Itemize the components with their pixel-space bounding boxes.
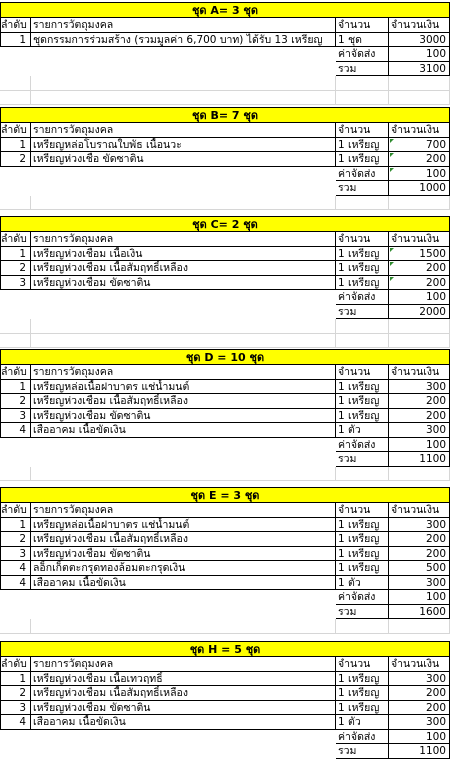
item-no-cell[interactable]: 1	[0, 672, 31, 687]
empty-row	[0, 196, 450, 211]
header-qty[interactable]: จำนวน	[336, 18, 389, 33]
shipping-amount-cell[interactable]: 100	[389, 590, 450, 605]
item-amount-cell[interactable]: 200	[389, 547, 450, 562]
table-row	[0, 518, 450, 533]
shipping-row	[0, 730, 450, 745]
table-row	[0, 547, 450, 562]
item-name-cell[interactable]: เหรียญห่วงเชื่อม เนื้อสัมฤทธิ์เหลือง	[31, 261, 336, 276]
item-amount-cell[interactable]: 300	[389, 518, 450, 533]
shipping-label-cell[interactable]: ค่าจัดส่ง	[336, 167, 389, 182]
table-row	[0, 701, 450, 716]
header-item[interactable]: รายการวัตถุมงคล	[31, 232, 336, 247]
total-row	[0, 605, 450, 620]
empty-row	[0, 319, 450, 334]
item-name-cell[interactable]: เสืออาคม เนื้อขัดเงิน	[31, 715, 336, 730]
item-qty-cell[interactable]: 1 เหรียญ	[336, 672, 389, 687]
item-amount-cell[interactable]: 200	[389, 409, 450, 424]
empty-cell[interactable]	[0, 319, 31, 334]
empty-cell[interactable]	[0, 619, 31, 634]
item-amount-cell[interactable]: 300	[389, 715, 450, 730]
item-name-cell[interactable]: เสืออาคม เนื้อขัดเงิน	[31, 576, 336, 591]
item-qty-cell[interactable]: 1 เหรียญ	[336, 380, 389, 395]
item-no-cell[interactable]: 1	[0, 518, 31, 533]
item-name-cell[interactable]: ลอ็กเก็ตตะกรุดทองล้อมตะกรุดเงิน	[31, 561, 336, 576]
table-row	[0, 138, 450, 153]
empty-cell[interactable]	[31, 619, 336, 634]
header-row	[0, 365, 450, 380]
empty-cell[interactable]	[389, 196, 450, 211]
header-item[interactable]: รายการวัตถุมงคล	[31, 123, 336, 138]
item-amount-cell[interactable]: 200	[389, 276, 450, 291]
item-no-cell[interactable]: 2	[0, 152, 31, 167]
total-amount-cell[interactable]: 1000	[389, 181, 450, 196]
item-no-cell[interactable]: 3	[0, 276, 31, 291]
empty-row	[0, 91, 450, 106]
header-item[interactable]: รายการวัตถุมงคล	[31, 657, 336, 672]
table-row	[0, 247, 450, 262]
item-amount-cell[interactable]: 300	[389, 423, 450, 438]
empty-cell[interactable]	[336, 76, 389, 91]
table-row	[0, 152, 450, 167]
header-amount[interactable]: จำนวนเงิน	[389, 365, 450, 380]
header-amount[interactable]: จำนวนเงิน	[389, 18, 450, 33]
total-label-cell[interactable]: รวม	[336, 605, 389, 620]
empty-row	[0, 619, 450, 634]
header-no[interactable]: ลำดับ	[0, 365, 31, 380]
item-no-cell[interactable]: 3	[0, 547, 31, 562]
total-row	[0, 452, 450, 467]
item-name-cell[interactable]: เสืออาคม เนื้อขัดเงิน	[31, 423, 336, 438]
empty-cell[interactable]	[389, 334, 450, 349]
item-amount-cell[interactable]: 300	[389, 672, 450, 687]
shipping-amount-cell[interactable]: 100	[389, 167, 450, 182]
shipping-amount-cell[interactable]: 100	[389, 290, 450, 305]
item-name-cell[interactable]: เหรียญห่วงเชื่อม ขัดซาติน	[31, 547, 336, 562]
empty-cell[interactable]	[31, 467, 336, 482]
section-title[interactable]: ชุด D = 10 ชุด	[0, 349, 450, 365]
section-title[interactable]: ชุด H = 5 ชุด	[0, 641, 450, 657]
total-label-cell[interactable]: รวม	[336, 62, 389, 77]
empty-cell[interactable]	[389, 76, 450, 91]
header-qty[interactable]: จำนวน	[336, 123, 389, 138]
item-qty-cell[interactable]: 1 ตัว	[336, 715, 389, 730]
empty-cell[interactable]	[31, 196, 336, 211]
section-title[interactable]: ชุด B= 7 ชุด	[0, 107, 450, 123]
item-amount-cell[interactable]: 200	[389, 532, 450, 547]
item-no-cell[interactable]: 2	[0, 532, 31, 547]
total-amount-cell[interactable]: 1100	[389, 744, 450, 759]
empty-cell[interactable]	[0, 196, 31, 211]
total-amount-cell[interactable]: 1600	[389, 605, 450, 620]
item-name-cell[interactable]: เหรียญห่วงเชื่อม เนื้อเงิน	[31, 247, 336, 262]
item-amount-cell[interactable]: 300	[389, 576, 450, 591]
item-no-cell[interactable]: 2	[0, 394, 31, 409]
item-amount-cell[interactable]: 200	[389, 152, 450, 167]
empty-row	[0, 334, 450, 349]
item-name-cell[interactable]: เหรียญห่วงเชื่อม เนื้อเทวฤทธิ์	[31, 672, 336, 687]
item-qty-cell[interactable]: 1 ตัว	[336, 423, 389, 438]
total-label-cell[interactable]: รวม	[336, 305, 389, 320]
total-label-cell[interactable]: รวม	[336, 744, 389, 759]
empty-cell[interactable]	[336, 467, 389, 482]
shipping-row	[0, 47, 450, 62]
header-item[interactable]: รายการวัตถุมงคล	[31, 18, 336, 33]
item-name-cell[interactable]: เหรียญห่วงเชื่อม เนื้อสัมฤทธิ์เหลือง	[31, 394, 336, 409]
item-qty-cell[interactable]: 1 ตัว	[336, 576, 389, 591]
header-row	[0, 18, 450, 33]
item-qty-cell[interactable]: 1 เหรียญ	[336, 276, 389, 291]
item-amount-cell[interactable]: 200	[389, 261, 450, 276]
item-qty-cell[interactable]: 1 เหรียญ	[336, 394, 389, 409]
empty-cell[interactable]	[31, 319, 336, 334]
table-row	[0, 409, 450, 424]
total-row	[0, 62, 450, 77]
empty-cell[interactable]	[0, 76, 31, 91]
header-row	[0, 657, 450, 672]
total-label-cell[interactable]: รวม	[336, 181, 389, 196]
item-qty-cell[interactable]: 1 เหรียญ	[336, 152, 389, 167]
item-amount-cell[interactable]: 500	[389, 561, 450, 576]
item-name-cell[interactable]: เหรียญห่วงเชื่อม เนื้อสัมฤทธิ์เหลือง	[31, 532, 336, 547]
item-amount-cell[interactable]: 700	[389, 138, 450, 153]
table-row	[0, 261, 450, 276]
header-item[interactable]: รายการวัตถุมงคล	[31, 365, 336, 380]
item-qty-cell[interactable]: 1 เหรียญ	[336, 261, 389, 276]
item-no-cell[interactable]: 2	[0, 686, 31, 701]
item-no-cell[interactable]: 4	[0, 715, 31, 730]
total-row	[0, 744, 450, 759]
empty-cell[interactable]	[389, 619, 450, 634]
header-item[interactable]: รายการวัตถุมงคล	[31, 503, 336, 518]
item-name-cell[interactable]: เหรียญห่วงเชื่อ ขัดซาติน	[31, 152, 336, 167]
empty-cell[interactable]	[336, 196, 389, 211]
empty-cell[interactable]	[31, 91, 336, 106]
item-amount-cell[interactable]: 200	[389, 686, 450, 701]
header-row	[0, 503, 450, 518]
item-amount-cell[interactable]: 3000	[389, 33, 450, 48]
item-qty-cell[interactable]: 1 เหรียญ	[336, 409, 389, 424]
table-row	[0, 380, 450, 395]
item-no-cell[interactable]: 2	[0, 261, 31, 276]
header-qty[interactable]: จำนวน	[336, 365, 389, 380]
item-no-cell[interactable]: 1	[0, 138, 31, 153]
shipping-label-cell[interactable]: ค่าจัดส่ง	[336, 290, 389, 305]
empty-cell[interactable]	[389, 467, 450, 482]
total-label-cell[interactable]: รวม	[336, 452, 389, 467]
item-name-cell[interactable]: เหรียญหล่อเนื้อฝาบาตร แช่น้ำมนต์	[31, 380, 336, 395]
item-name-cell[interactable]: เหรียญหล่อโบราณใบพัธ เนื้อนวะ	[31, 138, 336, 153]
empty-cell[interactable]	[31, 76, 336, 91]
table-row	[0, 532, 450, 547]
total-amount-cell[interactable]: 3100	[389, 62, 450, 77]
item-qty-cell[interactable]: 1 เหรียญ	[336, 138, 389, 153]
empty-cell[interactable]	[0, 334, 31, 349]
header-amount[interactable]: จำนวนเงิน	[389, 657, 450, 672]
item-no-cell[interactable]: 4	[0, 576, 31, 591]
empty-cell[interactable]	[336, 619, 389, 634]
table-row	[0, 394, 450, 409]
item-name-cell[interactable]: เหรียญห่วงเชื่อม ขัดซาติน	[31, 276, 336, 291]
item-no-cell[interactable]: 1	[0, 247, 31, 262]
item-no-cell[interactable]: 4	[0, 423, 31, 438]
item-no-cell[interactable]: 1	[0, 380, 31, 395]
item-name-cell[interactable]: เหรียญห่วงเชื่อม ขัดซาติน	[31, 701, 336, 716]
item-qty-cell[interactable]: 1 เหรียญ	[336, 561, 389, 576]
header-qty[interactable]: จำนวน	[336, 232, 389, 247]
empty-cell[interactable]	[389, 319, 450, 334]
item-qty-cell[interactable]: 1 เหรียญ	[336, 247, 389, 262]
item-name-cell[interactable]: เหรียญห่วงเชื่อม ขัดซาติน	[31, 409, 336, 424]
item-no-cell[interactable]: 4	[0, 561, 31, 576]
table-row	[0, 686, 450, 701]
empty-cell[interactable]	[31, 334, 336, 349]
header-row	[0, 123, 450, 138]
header-qty[interactable]: จำนวน	[336, 503, 389, 518]
total-amount-cell[interactable]: 2000	[389, 305, 450, 320]
item-no-cell[interactable]: 3	[0, 409, 31, 424]
item-amount-cell[interactable]: 1500	[389, 247, 450, 262]
header-amount[interactable]: จำนวนเงิน	[389, 503, 450, 518]
item-name-cell[interactable]: เหรียญหล่อเนื้อฝาบาตร แช่น้ำมนต์	[31, 518, 336, 533]
section-title[interactable]: ชุด C= 2 ชุด	[0, 216, 450, 232]
header-qty[interactable]: จำนวน	[336, 657, 389, 672]
item-qty-cell[interactable]: 1 ชุด	[336, 33, 389, 48]
header-no[interactable]: ลำดับ	[0, 123, 31, 138]
header-amount[interactable]: จำนวนเงิน	[389, 232, 450, 247]
table-row	[0, 276, 450, 291]
total-row	[0, 305, 450, 320]
header-no[interactable]: ลำดับ	[0, 18, 31, 33]
item-no-cell[interactable]: 3	[0, 701, 31, 716]
header-amount[interactable]: จำนวนเงิน	[389, 123, 450, 138]
header-no[interactable]: ลำดับ	[0, 657, 31, 672]
table-row	[0, 561, 450, 576]
section-title[interactable]: ชุด A= 3 ชุด	[0, 2, 450, 18]
shipping-label-cell[interactable]: ค่าจัดส่ง	[336, 590, 389, 605]
shipping-amount-cell[interactable]: 100	[389, 730, 450, 745]
header-row	[0, 232, 450, 247]
item-qty-cell[interactable]: 1 เหรียญ	[336, 686, 389, 701]
item-no-cell[interactable]: 1	[0, 33, 31, 48]
item-name-cell[interactable]: เหรียญห่วงเชื่อม เนื้อสัมฤทธิ์เหลือง	[31, 686, 336, 701]
empty-cell[interactable]	[336, 91, 389, 106]
item-amount-cell[interactable]: 200	[389, 701, 450, 716]
shipping-row	[0, 290, 450, 305]
section-title[interactable]: ชุด E = 3 ชุด	[0, 487, 450, 503]
item-amount-cell[interactable]: 300	[389, 380, 450, 395]
empty-row	[0, 467, 450, 482]
header-no[interactable]: ลำดับ	[0, 232, 31, 247]
table-row	[0, 33, 450, 48]
item-qty-cell[interactable]: 1 เหรียญ	[336, 532, 389, 547]
item-qty-cell[interactable]: 1 เหรียญ	[336, 547, 389, 562]
shipping-row	[0, 167, 450, 182]
item-name-cell[interactable]: ชุดกรรมการร่วมสร้าง (รวมมูลค่า 6,700 บาท) ได้รับ 13 เหรียญ	[31, 33, 336, 48]
item-qty-cell[interactable]: 1 เหรียญ	[336, 518, 389, 533]
empty-cell[interactable]	[0, 91, 31, 106]
shipping-label-cell[interactable]: ค่าจัดส่ง	[336, 438, 389, 453]
empty-cell[interactable]	[389, 91, 450, 106]
table-row	[0, 423, 450, 438]
empty-cell[interactable]	[0, 467, 31, 482]
empty-cell[interactable]	[336, 334, 389, 349]
shipping-amount-cell[interactable]: 100	[389, 438, 450, 453]
shipping-amount-cell[interactable]: 100	[389, 47, 450, 62]
table-row	[0, 715, 450, 730]
shipping-row	[0, 590, 450, 605]
shipping-label-cell[interactable]: ค่าจัดส่ง	[336, 730, 389, 745]
item-amount-cell[interactable]: 200	[389, 394, 450, 409]
empty-cell[interactable]	[336, 319, 389, 334]
item-qty-cell[interactable]: 1 เหรียญ	[336, 701, 389, 716]
total-row	[0, 181, 450, 196]
shipping-label-cell[interactable]: ค่าจัดส่ง	[336, 47, 389, 62]
header-no[interactable]: ลำดับ	[0, 503, 31, 518]
table-row	[0, 672, 450, 687]
total-amount-cell[interactable]: 1100	[389, 452, 450, 467]
shipping-row	[0, 438, 450, 453]
empty-row	[0, 76, 450, 91]
table-row	[0, 576, 450, 591]
